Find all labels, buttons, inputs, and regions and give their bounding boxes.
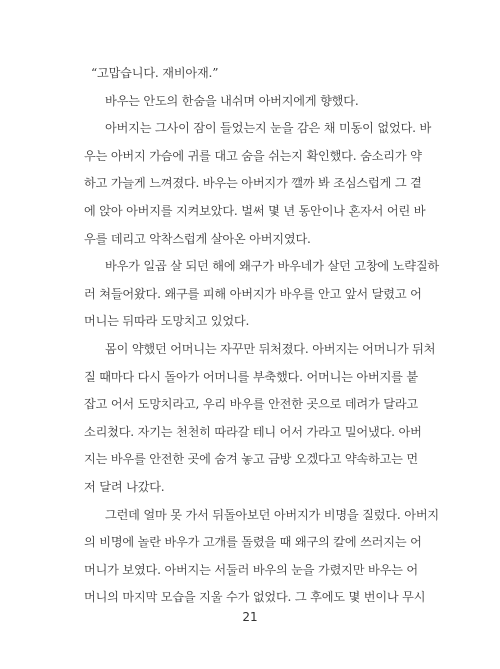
paragraph (84, 115, 434, 253)
paragraph (84, 336, 434, 502)
text-line: 지는 바우를 안전한 곳에 숨겨 놓고 금방 오겠다고 약속하고는 먼 (84, 452, 418, 467)
text-line: 우는 아버지 가슴에 귀를 대고 숨을 쉬는지 확인했다. 숨소리가 약 (84, 148, 422, 163)
page-number: 21 (242, 610, 258, 624)
text-line: 저 달려 나갔다. (84, 479, 165, 494)
paragraph (84, 502, 439, 612)
text-line: 머니는 뒤따라 도망치고 있었다. (84, 314, 250, 329)
text-line: 아버지는 그사이 잠이 들었는지 눈을 감은 채 미동이 없었다. 바 (105, 121, 432, 136)
text-line: 몸이 약했던 어머니는 자꾸만 뒤처졌다. 아버지는 어머니가 뒤처 (105, 341, 436, 356)
text-line: 우를 데리고 악착스럽게 살아온 아버지였다. (84, 231, 311, 246)
text-line: 소리쳤다. 자기는 천천히 따라갈 테니 어서 가라고 밀어냈다. 아버 (84, 424, 422, 439)
text-line: “고맙습니다. 재비아재.” (91, 66, 219, 80)
text-line: 바우는 안도의 한숨을 내쉬며 아버지에게 향했다. (105, 93, 359, 108)
text-line: 잡고 어서 도망치라고, 우리 바우를 안전한 곳으로 데려가 달라고 (84, 397, 418, 412)
text-line: 에 앉아 아버지를 지켜보았다. 벌써 몇 년 동안이나 혼자서 어린 바 (84, 203, 426, 218)
text-line: 머니가 보였다. 아버지는 서둘러 바우의 눈을 가렸지만 바우는 어 (84, 562, 418, 577)
text-line: 의 비명에 놀란 바우가 고개를 돌렸을 때 왜구의 칼에 쓰러지는 어 (84, 535, 422, 550)
paragraph (84, 88, 434, 116)
text-line: 바우가 일곱 살 되던 해에 왜구가 바우네가 살던 고창에 노략질하 (105, 259, 439, 274)
text-line: 하고 가늘게 느껴졌다. 바우는 아버지가 깰까 봐 조심스럽게 그 곁 (84, 176, 422, 191)
paragraph (84, 253, 439, 336)
paragraph (84, 60, 434, 88)
text-line: 러 쳐들어왔다. 왜구를 피해 아버지가 바우를 안고 앞서 달렸고 어 (84, 286, 422, 301)
text-line: 질 때마다 다시 돌아가 어머니를 부축했다. 어머니는 아버지를 붙 (84, 369, 418, 384)
text-line: 그런데 얼마 못 가서 뒤돌아보던 아버지가 비명을 질렀다. 아버지 (105, 507, 439, 522)
text-line: 머니의 마지막 모습을 지울 수가 없었다. 그 후에도 몇 번이나 무시 (84, 590, 426, 605)
body-text (84, 60, 439, 612)
